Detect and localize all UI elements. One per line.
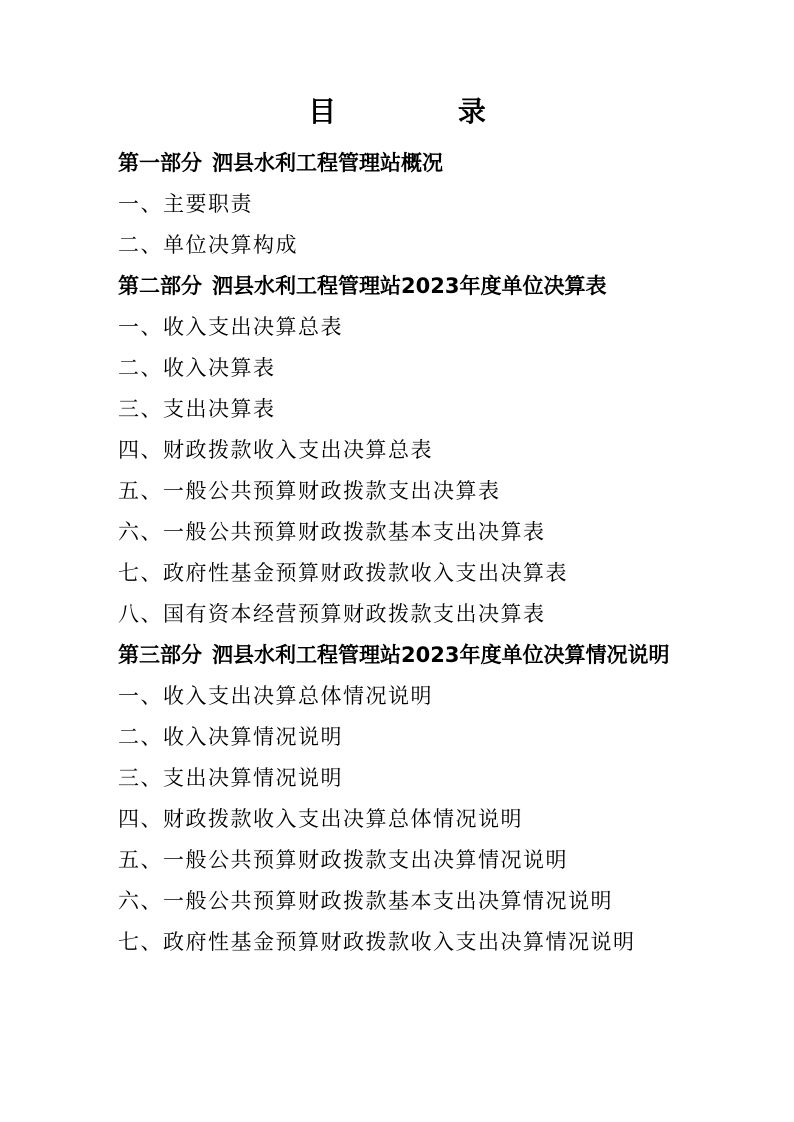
- table-of-contents: [118, 143, 688, 963]
- toc-item: 四、财政拨款收入支出决算总表: [118, 438, 433, 462]
- toc-item: 五、一般公共预算财政拨款支出决算情况说明: [118, 848, 568, 872]
- toc-item: 一、收入支出决算总表: [118, 315, 343, 339]
- toc-item: 六、一般公共预算财政拨款基本支出决算表: [118, 520, 546, 544]
- toc-item: 七、政府性基金预算财政拨款收入支出决算表: [118, 561, 568, 585]
- part-label: 第三部分: [118, 643, 202, 667]
- toc-item: 二、收入决算表: [118, 356, 276, 380]
- section-heading-part-3: [118, 635, 688, 676]
- toc-item: 二、收入决算情况说明: [118, 725, 343, 749]
- toc-item: 三、支出决算情况说明: [118, 766, 343, 790]
- section-title: 泗县水利工程管理站2023年度单位决算表: [212, 274, 607, 298]
- toc-item: 二、单位决算构成: [118, 233, 298, 257]
- section-heading-part-1: [118, 143, 688, 184]
- toc-item: 八、国有资本经营预算财政拨款支出决算表: [118, 602, 546, 626]
- toc-item: 四、财政拨款收入支出决算总体情况说明: [118, 807, 523, 831]
- part-label: 第一部分: [118, 151, 202, 175]
- section-title: 泗县水利工程管理站2023年度单位决算情况说明: [212, 643, 670, 667]
- toc-item: 一、主要职责: [118, 192, 253, 216]
- toc-item: 三、支出决算表: [118, 397, 276, 421]
- section-heading-part-2: [118, 266, 688, 307]
- toc-item: 五、一般公共预算财政拨款支出决算表: [118, 479, 501, 503]
- part-label: 第二部分: [118, 274, 202, 298]
- toc-item: 一、收入支出决算总体情况说明: [118, 684, 433, 708]
- toc-item: 七、政府性基金预算财政拨款收入支出决算情况说明: [118, 930, 636, 954]
- page-title: 目 录: [308, 95, 542, 128]
- section-title: 泗县水利工程管理站概况: [212, 151, 443, 175]
- toc-item: 六、一般公共预算财政拨款基本支出决算情况说明: [118, 889, 613, 913]
